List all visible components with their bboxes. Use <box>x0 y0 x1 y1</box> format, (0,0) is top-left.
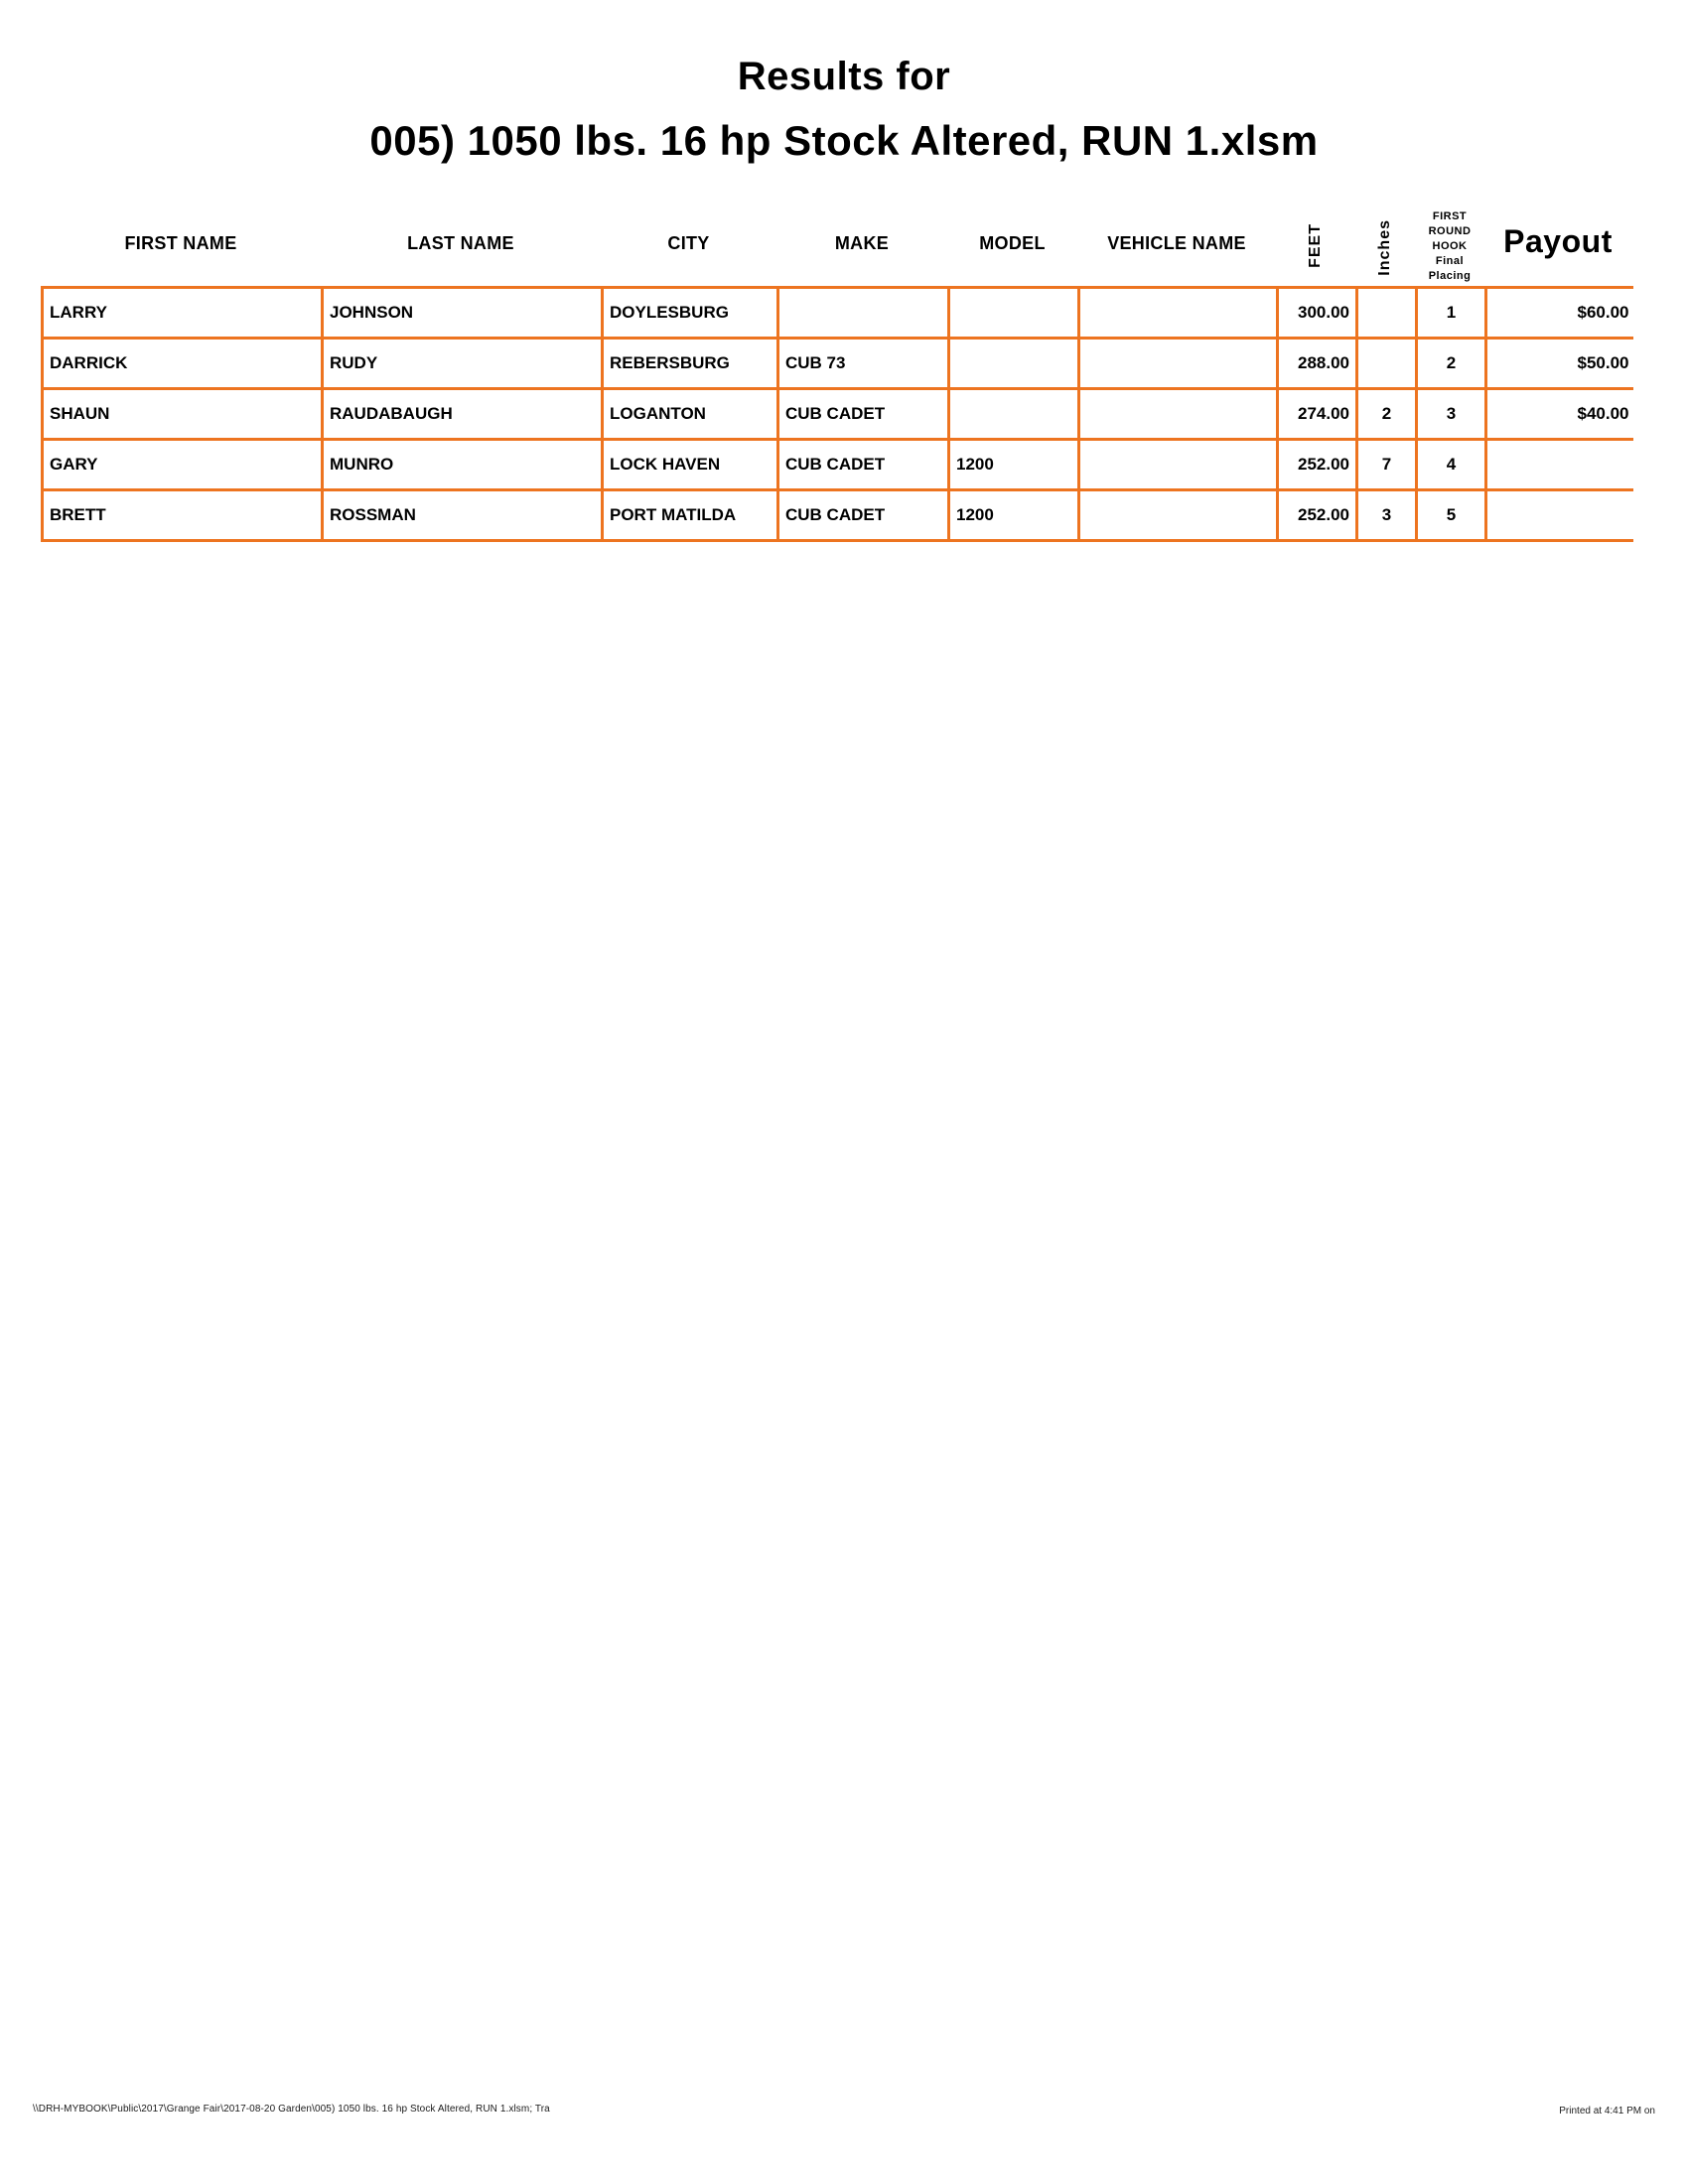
cell-first-name: LARRY <box>43 288 323 339</box>
column-header-first-name: FIRST NAME <box>124 233 237 253</box>
title-block <box>0 55 1688 165</box>
hook-header-line: Final <box>1435 255 1465 267</box>
cell-make: CUB CADET <box>778 440 949 490</box>
page-title: Results for <box>737 55 951 98</box>
cell-feet: 288.00 <box>1278 339 1357 389</box>
column-header-city: CITY <box>667 233 710 253</box>
hook-header-line: ROUND <box>1428 225 1472 237</box>
table-row <box>43 389 1633 440</box>
cell-inches <box>1357 339 1417 389</box>
cell-last-name: RUDY <box>323 339 603 389</box>
cell-city: LOCK HAVEN <box>603 440 778 490</box>
cell-inches: 7 <box>1357 440 1417 490</box>
cell-city: REBERSBURG <box>603 339 778 389</box>
cell-feet: 252.00 <box>1278 490 1357 541</box>
table-row <box>43 339 1633 389</box>
cell-first-name: GARY <box>43 440 323 490</box>
cell-payout <box>1486 440 1633 490</box>
cell-model <box>949 339 1079 389</box>
cell-placing: 2 <box>1417 339 1486 389</box>
cell-city: PORT MATILDA <box>603 490 778 541</box>
cell-vehicle-name <box>1079 339 1278 389</box>
cell-make <box>778 288 949 339</box>
cell-first-name: SHAUN <box>43 389 323 440</box>
column-header-first-round-hook-final-placing <box>1415 185 1484 286</box>
table-row <box>43 288 1633 339</box>
cell-vehicle-name <box>1079 440 1278 490</box>
hook-header-line: HOOK <box>1432 240 1468 252</box>
column-header-feet-label: FEET <box>1307 223 1324 268</box>
cell-last-name: ROSSMAN <box>323 490 603 541</box>
column-header-make: MAKE <box>834 233 890 253</box>
cell-feet: 300.00 <box>1278 288 1357 339</box>
cell-inches: 3 <box>1357 490 1417 541</box>
cell-make: CUB CADET <box>778 490 949 541</box>
hook-header-line: FIRST <box>1432 210 1468 222</box>
column-header-inches-label: Inches <box>1376 219 1393 276</box>
cell-city: DOYLESBURG <box>603 288 778 339</box>
cell-city: LOGANTON <box>603 389 778 440</box>
cell-first-name: DARRICK <box>43 339 323 389</box>
cell-feet: 252.00 <box>1278 440 1357 490</box>
footer-printed-timestamp: Printed at 4:41 PM on <box>1559 2106 1655 2116</box>
table-row <box>43 440 1633 490</box>
cell-placing: 1 <box>1417 288 1486 339</box>
cell-model: 1200 <box>949 440 1079 490</box>
cell-model: 1200 <box>949 490 1079 541</box>
cell-model <box>949 288 1079 339</box>
page-subtitle-filename: 005) 1050 lbs. 16 hp Stock Altered, RUN 1.xlsm <box>369 117 1319 164</box>
cell-last-name: JOHNSON <box>323 288 603 339</box>
column-header-last-name: LAST NAME <box>407 233 514 253</box>
column-header-model: MODEL <box>979 233 1046 253</box>
cell-model <box>949 389 1079 440</box>
cell-placing: 5 <box>1417 490 1486 541</box>
column-header-payout: Payout <box>1503 223 1613 259</box>
table-header-row <box>41 185 1631 286</box>
table-row <box>43 490 1633 541</box>
cell-payout: $60.00 <box>1486 288 1633 339</box>
cell-last-name: MUNRO <box>323 440 603 490</box>
cell-vehicle-name <box>1079 389 1278 440</box>
results-table <box>41 286 1633 542</box>
cell-last-name: RAUDABAUGH <box>323 389 603 440</box>
cell-payout: $50.00 <box>1486 339 1633 389</box>
footer-file-path: \\DRH-MYBOOK\Public\2017\Grange Fair\2017-08-20 Garden\005) 1050 lbs. 16 hp Stock Altered, RUN 1.xlsm; Tra <box>33 2104 550 2115</box>
cell-payout <box>1486 490 1633 541</box>
cell-make: CUB 73 <box>778 339 949 389</box>
cell-inches: 2 <box>1357 389 1417 440</box>
cell-feet: 274.00 <box>1278 389 1357 440</box>
column-header-inches <box>1355 185 1415 286</box>
cell-first-name: BRETT <box>43 490 323 541</box>
column-header-vehicle-name: VEHICLE NAME <box>1107 233 1246 253</box>
cell-payout: $40.00 <box>1486 389 1633 440</box>
cell-placing: 3 <box>1417 389 1486 440</box>
column-header-feet <box>1276 185 1355 286</box>
cell-placing: 4 <box>1417 440 1486 490</box>
cell-inches <box>1357 288 1417 339</box>
cell-vehicle-name <box>1079 288 1278 339</box>
cell-make: CUB CADET <box>778 389 949 440</box>
cell-vehicle-name <box>1079 490 1278 541</box>
hook-header-line: Placing <box>1428 270 1472 282</box>
